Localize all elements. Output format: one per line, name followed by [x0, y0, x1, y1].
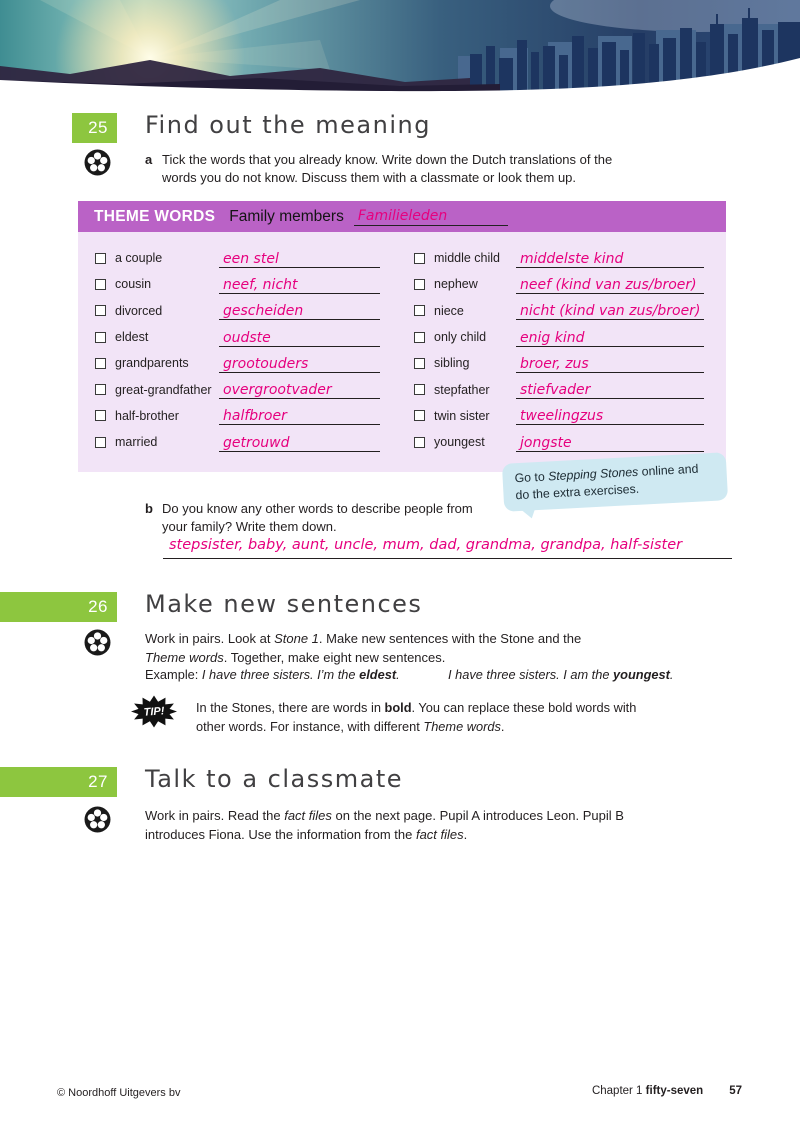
exercise-26-example: [145, 667, 755, 682]
theme-word-row: [78, 350, 402, 376]
word-answer-field[interactable]: [516, 301, 704, 320]
exercise-number: 26: [88, 597, 108, 616]
header-photo-banner: [0, 0, 800, 92]
word-checkbox[interactable]: [95, 437, 106, 448]
word-checkbox[interactable]: [414, 305, 425, 316]
word-checkbox[interactable]: [414, 358, 425, 369]
word-checkbox[interactable]: [414, 253, 425, 264]
word-answer-field[interactable]: [219, 249, 380, 268]
word-answer-field[interactable]: [516, 328, 704, 347]
word-label: eldest: [115, 330, 149, 345]
word-checkbox[interactable]: [414, 279, 425, 290]
word-answer-text: oudste: [223, 329, 271, 346]
page-number: 57: [729, 1085, 742, 1097]
word-answer-field[interactable]: [219, 380, 380, 399]
word-checkbox[interactable]: [95, 358, 106, 369]
task-letter: b: [145, 501, 153, 516]
film-reel-icon: [84, 149, 111, 176]
word-label: grandparents: [115, 356, 189, 371]
word-answer-field[interactable]: [516, 275, 704, 294]
tip-text: In the Stones, there are words in bold. You can replace these bold words with other words. For instance, with different Theme words.: [196, 700, 637, 734]
word-label: youngest: [434, 435, 485, 450]
tip-label: TIP!: [143, 704, 165, 719]
exercise-26-title: Make new sentences: [145, 590, 423, 618]
theme-word-row: [78, 324, 402, 350]
page-word: fifty-seven: [645, 1085, 704, 1097]
theme-word-row: [402, 298, 726, 324]
word-label: stepfather: [434, 382, 490, 397]
theme-word-row: [402, 245, 726, 271]
theme-words-right-column: [402, 245, 726, 455]
word-answer-text: getrouwd: [223, 434, 290, 451]
word-label: twin sister: [434, 408, 490, 423]
exercise-number: 27: [88, 772, 108, 791]
word-checkbox[interactable]: [414, 410, 425, 421]
word-answer-text: nicht (kind van zus/broer): [520, 303, 701, 320]
word-label: cousin: [115, 277, 152, 292]
word-checkbox[interactable]: [95, 332, 106, 343]
word-label: married: [115, 435, 158, 450]
word-answer-text: enig kind: [520, 329, 585, 346]
word-label: only child: [434, 330, 487, 345]
task-25b-answer-text: stepsister, baby, aunt, uncle, mum, dad, grandma, grandpa, half-sister: [169, 537, 683, 553]
theme-word-row: [78, 403, 402, 429]
word-answer-field[interactable]: [516, 380, 704, 399]
word-checkbox[interactable]: [95, 305, 106, 316]
word-checkbox[interactable]: [95, 384, 106, 395]
word-label: niece: [434, 303, 464, 318]
word-checkbox[interactable]: [414, 384, 425, 395]
exercise-25-number-box: [72, 113, 117, 143]
tip-starburst-icon: [130, 694, 178, 729]
theme-word-row: [402, 429, 726, 455]
word-checkbox[interactable]: [95, 279, 106, 290]
task-25b-answer-field[interactable]: [163, 536, 732, 559]
theme-word-row: [78, 245, 402, 271]
word-answer-field[interactable]: [219, 275, 380, 294]
chapter-label: Chapter 1 fifty-seven: [591, 1085, 704, 1097]
theme-words-label: THEME WORDS: [94, 207, 216, 225]
theme-word-row: [402, 271, 726, 297]
exercise-26-body: Work in pairs. Look at Stone 1. Make new sentences with the Stone and the Theme words. Together, make eight new sentences.: [145, 631, 582, 665]
word-answer-field[interactable]: [219, 301, 380, 320]
word-answer-field[interactable]: [219, 406, 380, 425]
example-left: Example: I have three sisters. I’m the eldest.: [145, 667, 400, 682]
task-25b: [145, 500, 495, 537]
theme-word-row: [78, 376, 402, 402]
online-exercises-callout: Go to Stepping Stones online and do the extra exercises.: [502, 452, 728, 512]
word-answer-text: neef, nicht: [223, 276, 298, 293]
theme-word-row: [402, 403, 726, 429]
word-answer-text: gescheiden: [223, 303, 304, 320]
word-answer-text: jongste: [520, 434, 572, 451]
exercise-26-number-box: [0, 592, 117, 622]
theme-words-header: [78, 201, 726, 232]
film-reel-icon: [84, 629, 111, 656]
sunrise-city-skyline: [0, 0, 800, 92]
word-answer-text: neef (kind van zus/broer): [520, 276, 697, 293]
theme-word-row: [78, 429, 402, 455]
word-answer-field[interactable]: [219, 328, 380, 347]
exercise-25-title: Find out the meaning: [145, 111, 431, 139]
word-answer-field[interactable]: [516, 433, 704, 452]
word-answer-field[interactable]: [516, 406, 704, 425]
word-answer-field[interactable]: [219, 433, 380, 452]
word-checkbox[interactable]: [414, 437, 425, 448]
word-label: great-grandfather: [115, 382, 212, 397]
word-checkbox[interactable]: [95, 253, 106, 264]
theme-words-body: [78, 232, 726, 472]
exercise-27-number-box: [0, 767, 117, 797]
word-label: divorced: [115, 303, 163, 318]
theme-word-row: [78, 298, 402, 324]
theme-word-row: [402, 376, 726, 402]
word-answer-text: grootouders: [223, 355, 309, 372]
word-answer-field[interactable]: [516, 249, 704, 268]
word-answer-text: broer, zus: [520, 355, 589, 372]
film-reel-icon: [84, 806, 111, 833]
word-checkbox[interactable]: [414, 332, 425, 343]
word-answer-text: halfbroer: [223, 408, 287, 425]
word-answer-text: stiefvader: [520, 382, 591, 399]
word-answer-text: middelste kind: [520, 250, 624, 267]
copyright-notice: © Noordhoff Uitgevers bv: [57, 1087, 181, 1099]
word-answer-text: tweelingzus: [520, 408, 604, 425]
task-25b-text: Do you know any other words to describe people from your family? Write them down.: [162, 501, 473, 535]
example-right: I have three sisters. I am the youngest.: [448, 667, 674, 682]
word-answer-text: een stel: [223, 250, 279, 267]
theme-words-box: [78, 201, 726, 472]
word-answer-text: overgrootvader: [223, 382, 332, 399]
theme-word-row: [402, 324, 726, 350]
word-label: middle child: [434, 251, 501, 266]
theme-words-left-column: [78, 245, 402, 455]
word-label: sibling: [434, 356, 470, 371]
word-answer-field[interactable]: [219, 354, 380, 373]
theme-word-row: [402, 350, 726, 376]
exercise-27-body: Work in pairs. Read the fact files on the next page. Pupil A introduces Leon. Pupil B introduces Fiona. Use the information from the fact files.: [145, 808, 624, 842]
word-label: a couple: [115, 251, 163, 266]
exercise-number: 25: [88, 118, 108, 137]
theme-words-title: Family members: [229, 207, 344, 225]
task-25a: [145, 151, 630, 188]
theme-words-title-answer-field[interactable]: Familieleden: [354, 208, 508, 226]
task-letter: a: [145, 152, 153, 167]
word-answer-field[interactable]: [516, 354, 704, 373]
theme-word-row: [78, 271, 402, 297]
footer-page-info: [592, 1085, 742, 1097]
word-label: nephew: [434, 277, 478, 292]
word-checkbox[interactable]: [95, 410, 106, 421]
task-25a-text: Tick the words that you already know. Write down the Dutch translations of the words you do not know. Discuss them with a classmate or look them up.: [162, 152, 613, 186]
exercise-27-title: Talk to a classmate: [145, 765, 403, 793]
word-label: half-brother: [115, 408, 179, 423]
